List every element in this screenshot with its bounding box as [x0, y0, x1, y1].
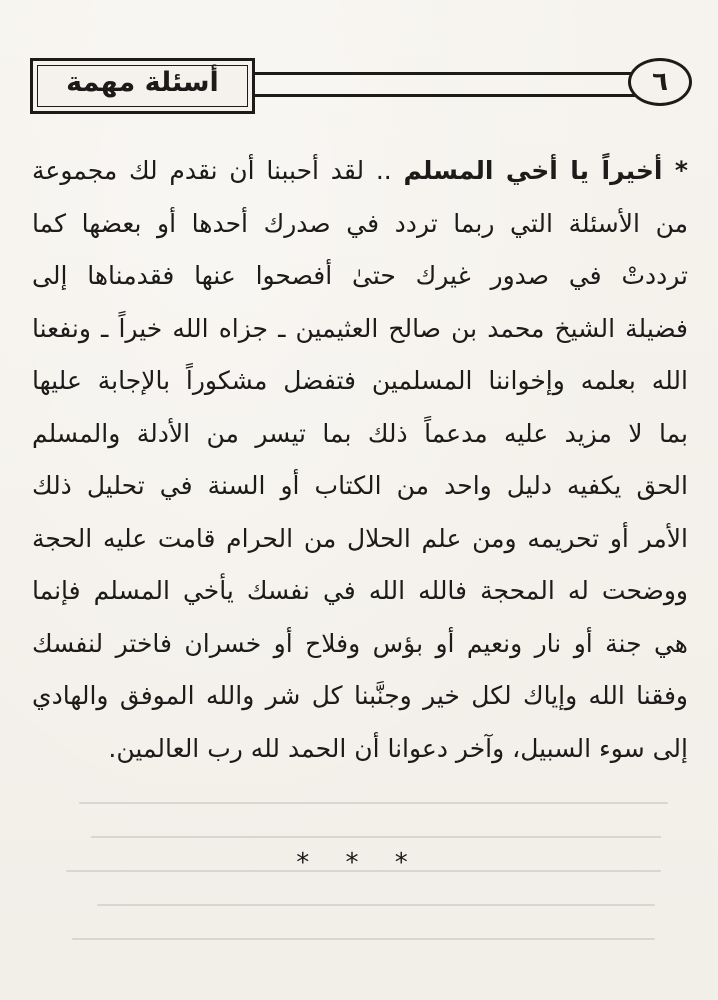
header-rule-bottom: [255, 94, 637, 97]
text-line: ووضحت له المحجة فالله الله في نفسك يأخي المسلم فإنما: [32, 576, 688, 605]
text-line: بما لا مزيد عليه مدعماً ذلك بما تيسر من الأدلة والمسلم: [32, 418, 688, 448]
text-line: من الأسئلة التي ربما تردد في صدرك أحدها أو بعضها كما: [32, 208, 688, 238]
section-ornament: * * *: [296, 848, 422, 878]
lead-phrase: * أخيراً يا أخي المسلم: [403, 156, 688, 185]
text-line-1: [32, 145, 688, 198]
text-line: الحق يكفيه دليل واحد من الكتاب أو السنة في تحليل ذلك: [32, 471, 688, 500]
text-line: ترددتْ في صدور غيرك حتىٰ أفصحوا عنها فقدمناها إلى: [32, 261, 688, 290]
body-text: [32, 145, 688, 775]
header-rule-top: [255, 72, 637, 75]
text-line-last: إلى سوء السبيل، وآخر دعوانا أن الحمد لله رب العالمين.: [108, 733, 688, 763]
text-line: وفقنا الله وإياك لكل خير وجنَّبنا كل شر والله الموفق والهادي: [32, 681, 688, 710]
page-number-oval: [628, 58, 692, 106]
text-line: هي جنة أو نار ونعيم أو بؤس وفلاح أو خسران فاختر لنفسك: [32, 628, 688, 658]
page-header: [30, 58, 690, 118]
line-1-rest: .. لقد أحببنا أن نقدم لك مجموعة: [32, 156, 404, 185]
book-title: أسئلة مهمة: [66, 67, 219, 98]
text-line: الله بعلمه وإخواننا المسلمين فتفضل مشكوراً بالإجابة عليها: [32, 366, 688, 395]
text-line: الأمر أو تحريمه ومن علم الحلال من الحرام قامت عليه الحجة: [32, 523, 688, 553]
text-line: فضيلة الشيخ محمد بن صالح العثيمين ـ جزاه الله خيراً ـ ونفعنا: [32, 313, 688, 343]
title-frame: [30, 58, 255, 114]
page-number: ٦: [652, 67, 668, 97]
